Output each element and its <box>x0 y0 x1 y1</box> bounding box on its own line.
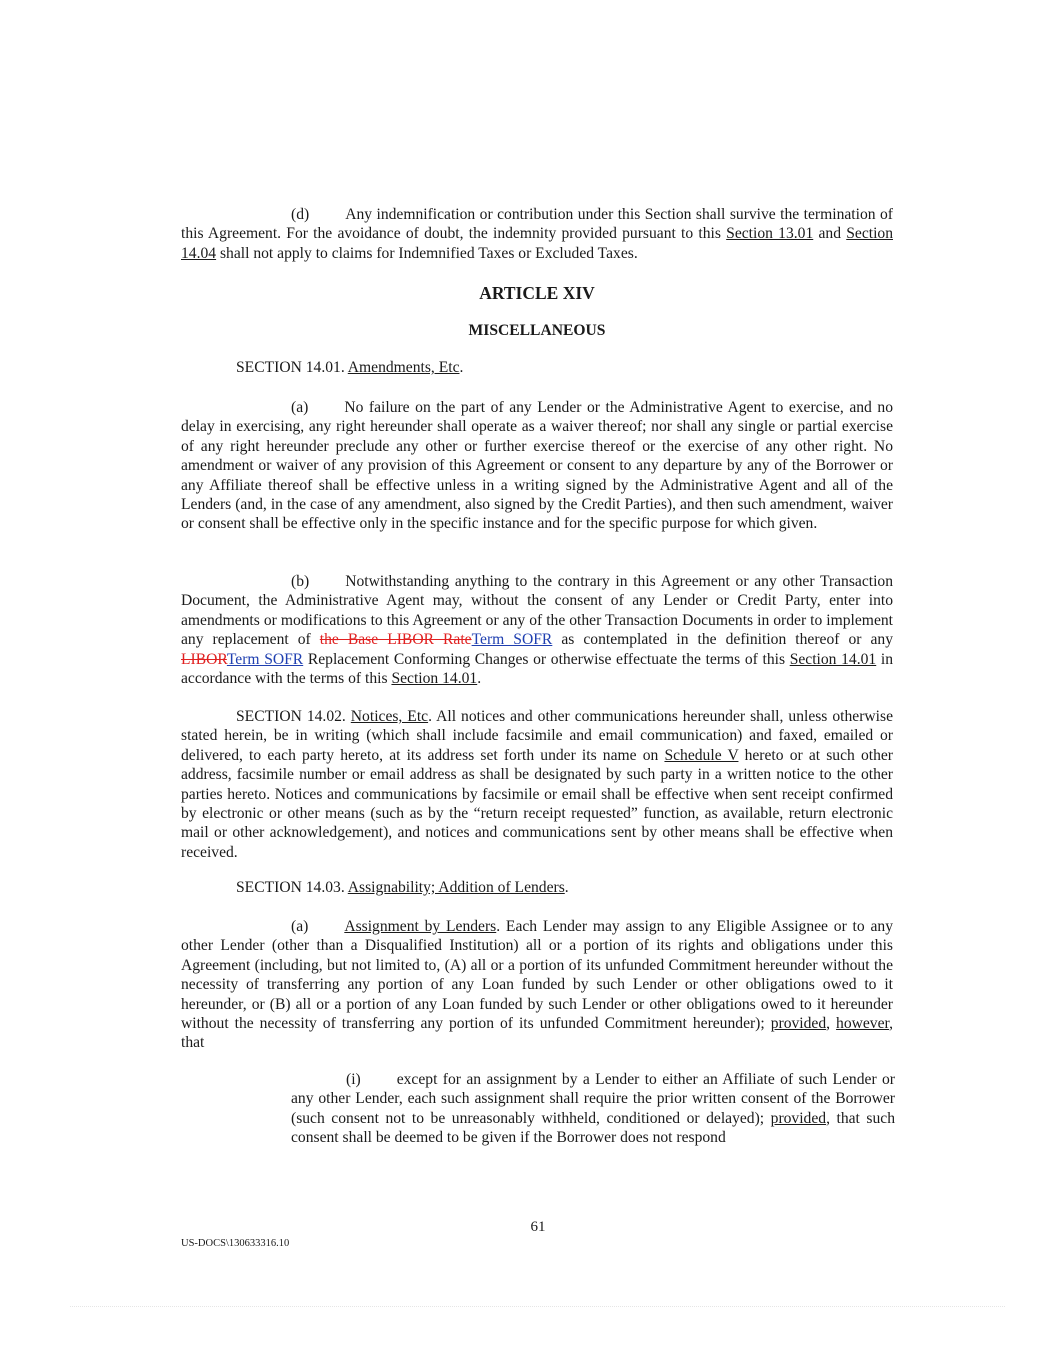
paragraph-d: (d) Any indemnification or contribution under this Section shall survive the termination of this Agreement. For the avoidance of doubt, the indemnity provided pursuant to this Section 13.01 and Section 14.04 shall not apply to claims for Indemnified Taxes or Excluded Taxes. <box>181 206 893 262</box>
assignment-by-lenders-title: Assignment by Lenders <box>344 918 497 935</box>
paragraph-d-label: (d) <box>291 206 310 223</box>
article-title: MISCELLANEOUS <box>468 322 606 339</box>
section-14-03-title: Assignability; Addition of Lenders <box>347 879 565 896</box>
section-14-02-title: Notices, Etc <box>350 708 429 725</box>
page-number: 61 <box>530 1219 546 1235</box>
document-id: US-DOCS\130633316.10 <box>181 1238 290 1249</box>
inserted-text: Term SOFR <box>226 650 304 668</box>
section-14-04-reference: Section 14.04 <box>181 225 893 262</box>
section-14-01-paragraph-b: (b) Notwithstanding anything to the contrary in this Agreement or any other Transaction Document, the Administrative Agent may, without the consent of any Lender or Credit Party, enter into amendments or modifications to this Agreement or any of the other Transaction Documents in order to implement any replacement of the Base LIBOR RateTerm SOFR as contemplated in the definition thereof or any LIBORTerm SOFR Replacement Conforming Changes or otherwise effectuate the terms of this Section 14.01 in accordance with the terms of this Section 14.01. <box>181 573 893 688</box>
schedule-v-reference: Schedule V <box>664 746 739 764</box>
provided-term: provided <box>770 1015 827 1033</box>
section-14-01-reference: Section 14.01 <box>789 650 877 668</box>
section-14-01-paragraph-a: (a) No failure on the part of any Lender or the Administrative Agent to exercise, and no delay in exercising, any right hereunder shall operate as a waiver thereof; nor shall any single or partial exercise of any right hereunder preclude any other or further exercise thereof or the exercise of any other right. No amendment or waiver of any provision of this Agreement or consent to any departure by any of the Borrower or any Affiliate thereof shall be effective unless in a writing signed by the Administrative Agent and all of the Lenders (and, in the case of any amendment, also signed by the Credit Parties), and then such amendment, waiver or consent shall be effective only in the specific instance and for the specific purpose for which given. <box>181 399 893 533</box>
section-14-03-paragraph-a: (a) Assignment by Lenders. Each Lender may assign to any Eligible Assignee or to any other Lender (other than a Disqualified Institution) all or a portion of its rights and obligations under this Agreement (including, but not limited to, (A) all or a portion of its unfunded Commitment hereunder without the necessity of transferring any portion of any Loan funded by such Lender or other obligations owed to it hereunder, or (B) all or a portion of any Loan funded by such Lender or other obligations owed to it hereunder without the necessity of transferring any portion of its unfunded Commitment hereunder); provided, however, that <box>181 918 894 1052</box>
section-14-02-paragraph: SECTION 14.02. Notices, Etc. All notices and other communications hereunder shall, unless otherwise stated herein, be in writing (which shall include facsimile and email communication) and faxed, emailed or delivered, to each party hereto, at its address set forth under its name on Schedule V hereto or at such other address, facsimile number or email address as shall be designated by such party in a written notice to the other parties hereto. Notices and communications by facsimile or email shall be effective when sent receipt confirmed by electronic or other means (such as by the “return receipt requested” function, as available, return electronic mail or other acknowledgement), and notices and communications sent by other means shall be effective when received. <box>181 708 893 861</box>
section-13-01-reference: Section 13.01 <box>726 225 814 243</box>
section-14-01-heading: SECTION 14.01. Amendments, Etc. <box>236 359 464 376</box>
deleted-text: the Base LIBOR Rate <box>319 631 472 649</box>
section-14-03-heading: SECTION 14.03. Assignability; Addition of Lenders. <box>236 879 569 896</box>
page-edge-divider <box>70 1306 1005 1307</box>
section-14-01-reference: Section 14.01 <box>391 670 478 688</box>
deleted-text: LIBOR <box>181 650 227 668</box>
inserted-text: Term SOFR <box>471 631 553 649</box>
however-term: however <box>836 1015 890 1033</box>
article-heading: ARTICLE XIV <box>479 283 595 303</box>
section-14-01-title: Amendments, Etc <box>347 359 460 376</box>
section-14-03-clause-i: (i) except for an assignment by a Lender to either an Affiliate of such Lender or any other Lender, each such assignment shall require the prior written consent of the Borrower (such consent not to be unreasonably withheld, conditioned or delayed); provided, that such consent shall be deemed to be given if the Borrower does not respond <box>291 1071 895 1147</box>
provided-term: provided <box>770 1109 827 1127</box>
